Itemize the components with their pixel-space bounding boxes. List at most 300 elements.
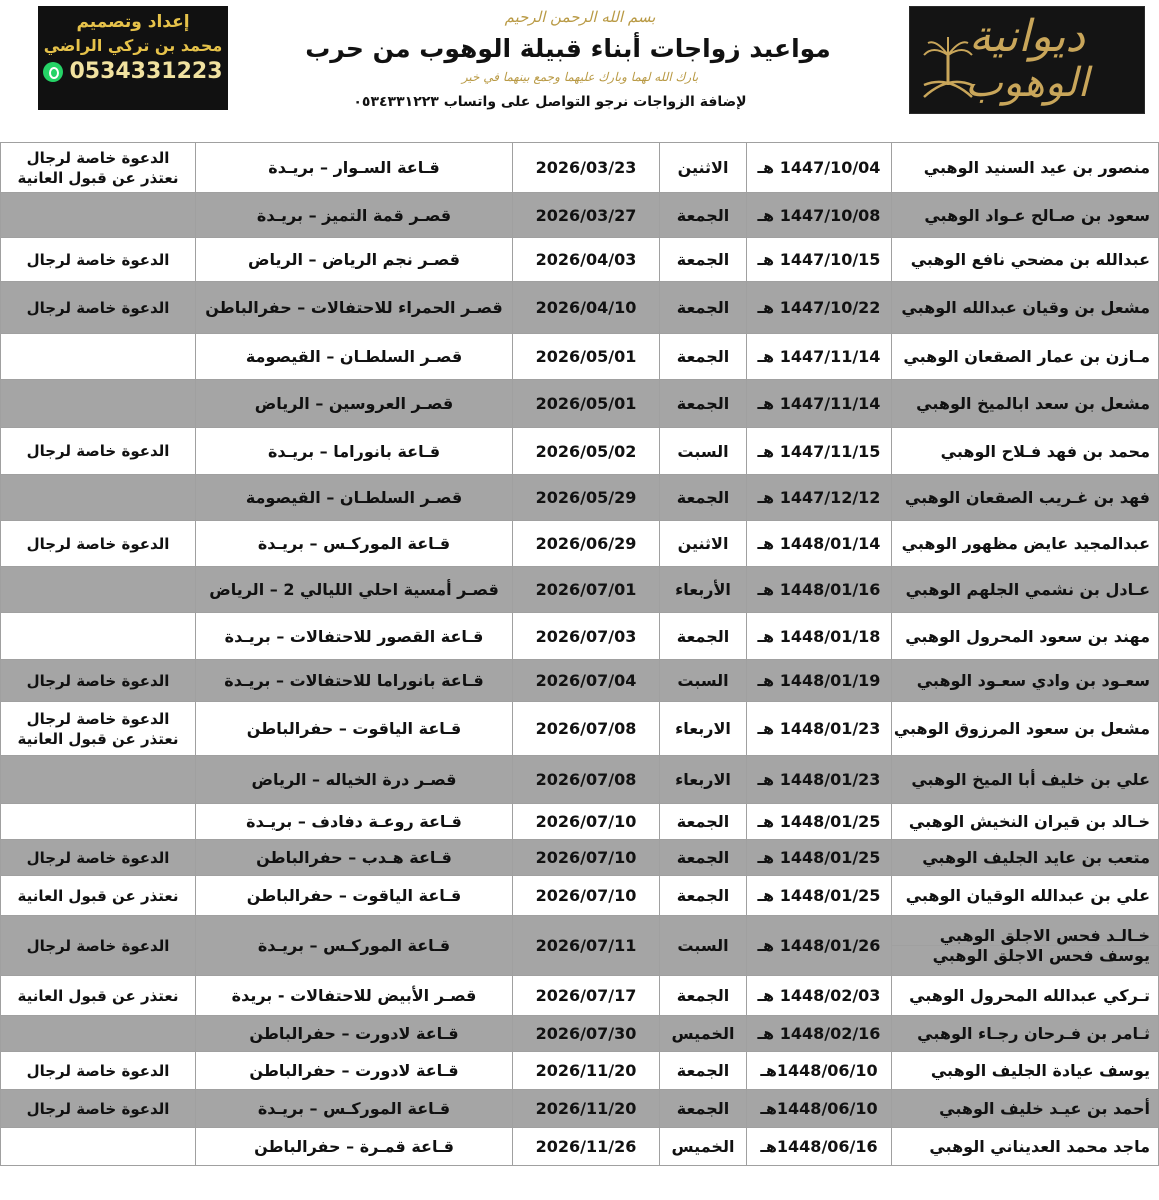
table-row: [1, 756, 1159, 804]
weekday: الجمعة: [676, 1061, 730, 1080]
weekday: الاربعاء: [675, 770, 731, 789]
venue: قصـر الحمراء للاحتفالات – حفرالباطن: [205, 298, 503, 317]
venue: قـاعة هـدب – حفرالباطن: [256, 848, 452, 867]
weekday-cell: [660, 702, 747, 756]
weekday: الاثنين: [677, 158, 729, 177]
hijri-date: 1448/01/25 هـ: [757, 812, 881, 831]
weekday: الأربعاء: [675, 580, 731, 599]
gregorian-date-cell: [513, 334, 660, 380]
gregorian-date-cell: [513, 1090, 660, 1128]
wedding-schedule-table: [0, 142, 1159, 1166]
weekday-cell: [660, 916, 747, 976]
note: الدعوة خاصة لرجال: [26, 534, 170, 553]
hijri-date-cell: [747, 334, 892, 380]
venue-cell: [196, 756, 513, 804]
venue: قـاعة بانوراما – بريـدة: [267, 441, 441, 461]
weekday-cell: [660, 193, 747, 238]
hijri-date-cell: [747, 916, 892, 976]
groom-name: مشعل بن وقيان عبدالله الوهبي: [901, 298, 1150, 317]
note-cell: [1, 756, 196, 804]
hijri-date-cell: [747, 380, 892, 428]
hijri-date-cell: [747, 282, 892, 334]
table-row: [1, 238, 1159, 282]
weekday: الجمعة: [676, 488, 730, 507]
gregorian-date: 2026/05/01: [535, 347, 637, 366]
venue: قـاعة لادورت – حفرالباطن: [249, 1024, 459, 1043]
hijri-date: 1448/01/23 هـ: [757, 770, 881, 789]
venue-cell: [196, 1090, 513, 1128]
groom-name: مـازن بن عمار الصقعان الوهبي: [903, 347, 1150, 366]
groom-name: مشعل بن سعود المرزوق الوهبي: [893, 719, 1150, 738]
weekday-cell: [660, 876, 747, 916]
groom-name: علي بن خليف أبا الميخ الوهبي: [911, 770, 1150, 789]
basmala: بسم الله الرحمن الرحيم: [504, 8, 656, 26]
hijri-date: 1447/10/15 هـ: [757, 250, 881, 269]
weekday-cell: [660, 1090, 747, 1128]
table-row: [1, 380, 1159, 428]
designer-credit: [38, 6, 228, 110]
note-cell: [1, 702, 196, 756]
venue-cell: [196, 1128, 513, 1166]
gregorian-date: 2026/03/23: [535, 158, 637, 177]
weekday: الجمعة: [676, 394, 730, 413]
hijri-date: 1448/06/10هـ: [760, 1061, 878, 1080]
hijri-date: 1447/11/15 هـ: [757, 441, 881, 461]
weekday-cell: [660, 756, 747, 804]
whatsapp-icon: [43, 62, 63, 82]
table-row: [1, 334, 1159, 380]
gregorian-date: 2026/05/01: [535, 394, 637, 413]
groom-name: عـادل بن نشمي الجلهم الوهبي: [905, 580, 1150, 599]
gregorian-date: 2026/07/10: [535, 812, 637, 831]
gregorian-date: 2026/11/20: [535, 1099, 637, 1118]
hijri-date: 1448/01/25 هـ: [757, 848, 881, 867]
note: الدعوة خاصة لرجال: [26, 250, 170, 269]
venue: قصـر أمسية احلي الليالي 2 – الرياض: [209, 580, 499, 599]
groom-name: متعب بن عايد الجليف الوهبي: [922, 848, 1150, 867]
gregorian-date-cell: [513, 567, 660, 613]
venue-cell: [196, 238, 513, 282]
header: [0, 0, 1159, 140]
groom-name: سعـود بن وادي سعـود الوهبي: [916, 671, 1150, 690]
venue: قـاعة القصور للاحتفالات – بريـدة: [224, 626, 484, 646]
weekday-cell: [660, 840, 747, 876]
weekday: الجمعة: [676, 347, 730, 366]
diwaniya-logo: [909, 6, 1145, 114]
note-second-line: نعتذر عن قبول العانية: [17, 168, 179, 187]
groom-name: منصور بن عيد السنيد الوهبي: [923, 158, 1150, 177]
gregorian-date-cell: [513, 521, 660, 567]
hijri-date: 1447/11/14 هـ: [757, 347, 881, 366]
weekday: الجمعة: [676, 298, 730, 317]
note: الدعوة خاصة لرجال: [26, 1061, 170, 1080]
credit-phone: 0534331223: [69, 59, 223, 84]
weekday: الجمعة: [676, 848, 730, 867]
gregorian-date-cell: [513, 756, 660, 804]
weekday: السبت: [677, 936, 729, 955]
gregorian-date-cell: [513, 660, 660, 702]
venue: قصـر الأبيض للاحتفالات - بريدة: [231, 986, 477, 1005]
venue-cell: [196, 840, 513, 876]
table-row: [1, 804, 1159, 840]
groom-name-cell: [892, 1016, 1159, 1052]
table-row: [1, 660, 1159, 702]
weekday-cell: [660, 380, 747, 428]
hijri-date: 1448/01/25 هـ: [757, 886, 881, 905]
palm-swords-icon: [918, 35, 978, 105]
table-row: [1, 521, 1159, 567]
venue: قصـر درة الخياله – الرياض: [251, 770, 457, 789]
venue: قـاعة لادورت – حفرالباطن: [249, 1061, 459, 1080]
gregorian-date-cell: [513, 380, 660, 428]
venue: قصـر قمة التميز – بريـدة: [256, 205, 452, 225]
groom-name-cell: [892, 475, 1159, 521]
hijri-date-cell: [747, 804, 892, 840]
venue: قصـر العروسين – الرياض: [254, 394, 454, 413]
venue: قصـر السلطـان – القيصومة: [245, 488, 463, 507]
weekday: الخميس: [671, 1137, 735, 1156]
venue-cell: [196, 660, 513, 702]
gregorian-date-cell: [513, 1128, 660, 1166]
groom-name-cell: [892, 143, 1159, 193]
hijri-date-cell: [747, 1016, 892, 1052]
hijri-date-cell: [747, 876, 892, 916]
venue: قـاعة روعـة دفادف – بريـدة: [246, 812, 462, 831]
note: الدعوة خاصة لرجال: [26, 442, 170, 460]
logo-line-1: ديوانية: [969, 11, 1085, 62]
gregorian-date: 2026/05/02: [535, 441, 637, 461]
table-row: [1, 567, 1159, 613]
table-row: [1, 1052, 1159, 1090]
groom-name: مشعل بن سعد ابالميخ الوهبي: [916, 394, 1150, 413]
venue-cell: [196, 567, 513, 613]
note-cell: [1, 238, 196, 282]
weekday-cell: [660, 1016, 747, 1052]
note-cell: [1, 193, 196, 238]
note-cell: [1, 1016, 196, 1052]
hijri-date: 1448/02/16 هـ: [757, 1024, 881, 1043]
gregorian-date: 2026/04/10: [535, 298, 637, 317]
hijri-date: 1447/12/12 هـ: [757, 488, 881, 507]
groom-name-cell: [892, 1090, 1159, 1128]
weekday: الجمعة: [676, 1099, 730, 1118]
venue-cell: [196, 1016, 513, 1052]
weekday-cell: [660, 567, 747, 613]
groom-name-cell: [892, 916, 1159, 976]
note-cell: [1, 613, 196, 660]
groom-name: فهد بن غـريب الصقعان الوهبي: [904, 488, 1150, 507]
hijri-date: 1448/01/16 هـ: [757, 580, 881, 599]
weekday: الجمعة: [676, 205, 730, 225]
note-cell: [1, 380, 196, 428]
venue-cell: [196, 976, 513, 1016]
blessing-verse: بارك الله لهما وبارك عليهما وجمع بينهما في خير: [461, 70, 699, 84]
note-cell: [1, 567, 196, 613]
gregorian-date-cell: [513, 1016, 660, 1052]
gregorian-date: 2026/07/08: [535, 770, 637, 789]
gregorian-date-cell: [513, 143, 660, 193]
venue: قـاعة الياقوت – حفرالباطن: [246, 886, 462, 905]
gregorian-date: 2026/07/10: [535, 848, 637, 867]
venue-cell: [196, 428, 513, 475]
weekday: الجمعة: [676, 886, 730, 905]
note: نعتذر عن قبول العانية: [17, 986, 179, 1005]
groom-name: علي بن عبدالله الوقيان الوهبي: [905, 886, 1150, 905]
groom-name: سعود بن صـالح عـواد الوهبي: [924, 205, 1150, 225]
weekday-cell: [660, 660, 747, 702]
weekday: الخميس: [671, 1024, 735, 1043]
gregorian-date: 2026/05/29: [535, 488, 637, 507]
groom-name: عبدالله بن مضحي نافع الوهبي: [910, 250, 1150, 269]
gregorian-date: 2026/11/26: [535, 1137, 637, 1156]
gregorian-date: 2026/07/01: [535, 580, 637, 599]
gregorian-date: 2026/03/27: [535, 205, 637, 225]
groom-name: خـالـد فحس الاجلق الوهبي: [939, 926, 1150, 945]
table-row: [1, 1090, 1159, 1128]
note-cell: [1, 143, 196, 193]
gregorian-date-cell: [513, 840, 660, 876]
gregorian-date-cell: [513, 702, 660, 756]
gregorian-date-cell: [513, 976, 660, 1016]
weekday: الاربعاء: [675, 719, 731, 738]
weekday-cell: [660, 143, 747, 193]
gregorian-date-cell: [513, 613, 660, 660]
weekday-cell: [660, 238, 747, 282]
hijri-date-cell: [747, 1090, 892, 1128]
gregorian-date: 2026/07/10: [535, 886, 637, 905]
hijri-date-cell: [747, 521, 892, 567]
groom-name-cell: [892, 660, 1159, 702]
page-title: مواعيد زواجات أبناء قبيلة الوهوب من حرب: [305, 34, 831, 63]
venue: قـاعة السـوار – بريـدة: [268, 158, 440, 177]
credit-phone-row: [38, 59, 228, 84]
table-row: [1, 702, 1159, 756]
groom-name-cell: [892, 521, 1159, 567]
groom-name-second: يوسف فحس الاجلق الوهبي: [892, 945, 1158, 965]
note-cell: [1, 916, 196, 976]
gregorian-date-cell: [513, 876, 660, 916]
gregorian-date: 2026/04/03: [535, 250, 637, 269]
hijri-date: 1448/01/14 هـ: [757, 534, 881, 553]
weekday-cell: [660, 475, 747, 521]
gregorian-date-cell: [513, 916, 660, 976]
gregorian-date-cell: [513, 475, 660, 521]
hijri-date-cell: [747, 976, 892, 1016]
groom-name: محمد بن فهد فـلاح الوهبي: [940, 441, 1150, 461]
note-second-line: نعتذر عن قبول العانية: [17, 729, 179, 748]
groom-name-cell: [892, 238, 1159, 282]
weekday: السبت: [677, 441, 729, 461]
table-row: [1, 1016, 1159, 1052]
weekday-cell: [660, 428, 747, 475]
note-cell: [1, 876, 196, 916]
gregorian-date: 2026/07/08: [535, 719, 637, 738]
note-cell: [1, 1128, 196, 1166]
table-row: [1, 840, 1159, 876]
groom-name: يوسف عيادة الجليف الوهبي: [930, 1061, 1150, 1080]
weekday: السبت: [677, 671, 729, 690]
weekday-cell: [660, 1052, 747, 1090]
hijri-date-cell: [747, 613, 892, 660]
groom-name-cell: [892, 1052, 1159, 1090]
venue: قصـر السلطـان – القيصومة: [245, 347, 463, 366]
weekday-cell: [660, 282, 747, 334]
groom-name-cell: [892, 702, 1159, 756]
weekday-cell: [660, 334, 747, 380]
gregorian-date-cell: [513, 193, 660, 238]
venue-cell: [196, 876, 513, 916]
note-cell: [1, 475, 196, 521]
gregorian-date-cell: [513, 238, 660, 282]
weekday-cell: [660, 521, 747, 567]
hijri-date: 1448/06/16هـ: [760, 1137, 878, 1156]
venue: قصـر نجم الرياض – الرياض: [248, 250, 460, 269]
groom-name-cell: [892, 804, 1159, 840]
table-row: [1, 1128, 1159, 1166]
table-row: [1, 193, 1159, 238]
groom-name: عبدالمجيد عايض مظهور الوهبي: [901, 534, 1150, 553]
hijri-date: 1448/02/03 هـ: [757, 986, 881, 1005]
groom-name-cell: [892, 1128, 1159, 1166]
groom-name-cell: [892, 840, 1159, 876]
note-cell: [1, 840, 196, 876]
contact-note: لإضافة الزواجات نرجو التواصل على واتساب ٠٥٣٤٣٣١٢٢٣: [353, 94, 747, 110]
venue-cell: [196, 475, 513, 521]
gregorian-date-cell: [513, 428, 660, 475]
table-row: [1, 143, 1159, 193]
weekday: الجمعة: [676, 626, 730, 646]
credit-label: إعداد وتصميم: [76, 12, 190, 32]
gregorian-date-cell: [513, 282, 660, 334]
hijri-date-cell: [747, 143, 892, 193]
note-cell: [1, 1052, 196, 1090]
groom-name: تـركي عبدالله المحرول الوهبي: [909, 986, 1150, 1005]
venue: قـاعة الياقوت – حفرالباطن: [246, 719, 462, 738]
venue-cell: [196, 613, 513, 660]
note: الدعوة خاصة لرجال: [26, 709, 170, 728]
groom-name-cell: [892, 756, 1159, 804]
venue-cell: [196, 380, 513, 428]
weekday: الجمعة: [676, 812, 730, 831]
groom-name-cell: [892, 876, 1159, 916]
table-row: [1, 428, 1159, 475]
note: الدعوة خاصة لرجال: [26, 1099, 170, 1118]
hijri-date: 1447/10/08 هـ: [757, 205, 881, 225]
groom-name-cell: [892, 282, 1159, 334]
note: الدعوة خاصة لرجال: [26, 671, 170, 690]
hijri-date: 1447/11/14 هـ: [757, 394, 881, 413]
venue-cell: [196, 193, 513, 238]
table-row: [1, 876, 1159, 916]
weekday: الاثنين: [677, 534, 729, 553]
note: الدعوة خاصة لرجال: [26, 936, 170, 955]
note-cell: [1, 521, 196, 567]
venue-cell: [196, 702, 513, 756]
note-cell: [1, 1090, 196, 1128]
table-row: [1, 916, 1159, 976]
logo-line-2: الوهوب: [965, 60, 1089, 106]
hijri-date: 1447/10/04 هـ: [757, 158, 881, 177]
hijri-date: 1448/06/10هـ: [760, 1099, 878, 1118]
venue-cell: [196, 804, 513, 840]
venue-cell: [196, 521, 513, 567]
groom-name-cell: [892, 193, 1159, 238]
note-cell: [1, 428, 196, 475]
weekday: الجمعة: [676, 986, 730, 1005]
groom-name: خـالد بن قيران النخيش الوهبي: [908, 812, 1150, 831]
hijri-date-cell: [747, 238, 892, 282]
hijri-date-cell: [747, 1128, 892, 1166]
gregorian-date: 2026/07/04: [535, 671, 637, 690]
venue-cell: [196, 143, 513, 193]
gregorian-date: 2026/06/29: [535, 534, 637, 553]
groom-name: ماجد محمد العديناني الوهبي: [929, 1137, 1150, 1156]
hijri-date-cell: [747, 1052, 892, 1090]
venue-cell: [196, 282, 513, 334]
groom-name-cell: [892, 380, 1159, 428]
hijri-date: 1448/01/19 هـ: [757, 671, 881, 690]
hijri-date-cell: [747, 475, 892, 521]
hijri-date-cell: [747, 840, 892, 876]
weekday-cell: [660, 1128, 747, 1166]
credit-name: محمد بن تركي الراضي: [43, 36, 223, 55]
venue: قـاعة بانوراما للاحتفالات – بريـدة: [224, 671, 484, 690]
weekday-cell: [660, 976, 747, 1016]
groom-name-cell: [892, 976, 1159, 1016]
hijri-date-cell: [747, 756, 892, 804]
venue-cell: [196, 334, 513, 380]
hijri-date-cell: [747, 660, 892, 702]
note-cell: [1, 334, 196, 380]
hijri-date-cell: [747, 428, 892, 475]
groom-name-cell: [892, 334, 1159, 380]
note-cell: [1, 976, 196, 1016]
gregorian-date: 2026/07/17: [535, 986, 637, 1005]
gregorian-date: 2026/07/11: [535, 936, 637, 955]
venue: قـاعة الموركـس – بريـدة: [257, 1099, 451, 1118]
note-cell: [1, 804, 196, 840]
weekday-cell: [660, 613, 747, 660]
venue: قـاعة قمـرة – حفرالباطن: [254, 1137, 454, 1156]
note: الدعوة خاصة لرجال: [26, 298, 170, 317]
venue-cell: [196, 1052, 513, 1090]
note: الدعوة خاصة لرجال: [26, 848, 170, 867]
note: الدعوة خاصة لرجال: [26, 148, 170, 167]
hijri-date: 1448/01/18 هـ: [757, 626, 881, 646]
note: نعتذر عن قبول العانية: [17, 886, 179, 905]
weekday: الجمعة: [676, 250, 730, 269]
groom-name-cell: [892, 613, 1159, 660]
gregorian-date: 2026/11/20: [535, 1061, 637, 1080]
gregorian-date: 2026/07/30: [535, 1024, 637, 1043]
venue: قـاعة الموركـس – بريـدة: [257, 534, 451, 553]
hijri-date: 1448/01/23 هـ: [757, 719, 881, 738]
hijri-date-cell: [747, 702, 892, 756]
note-cell: [1, 282, 196, 334]
hijri-date-cell: [747, 567, 892, 613]
table-row: [1, 976, 1159, 1016]
hijri-date-cell: [747, 193, 892, 238]
venue: قـاعة الموركـس – بريـدة: [257, 936, 451, 955]
venue-cell: [196, 916, 513, 976]
gregorian-date-cell: [513, 1052, 660, 1090]
groom-name: أحمد بن عيـد خليف الوهبي: [939, 1099, 1150, 1118]
groom-name: ثـامر بن فـرحان رجـاء الوهبي: [917, 1024, 1150, 1043]
groom-name: مهند بن سعود المحرول الوهبي: [905, 626, 1150, 646]
table-row: [1, 475, 1159, 521]
note-cell: [1, 660, 196, 702]
hijri-date: 1448/01/26 هـ: [757, 936, 881, 955]
